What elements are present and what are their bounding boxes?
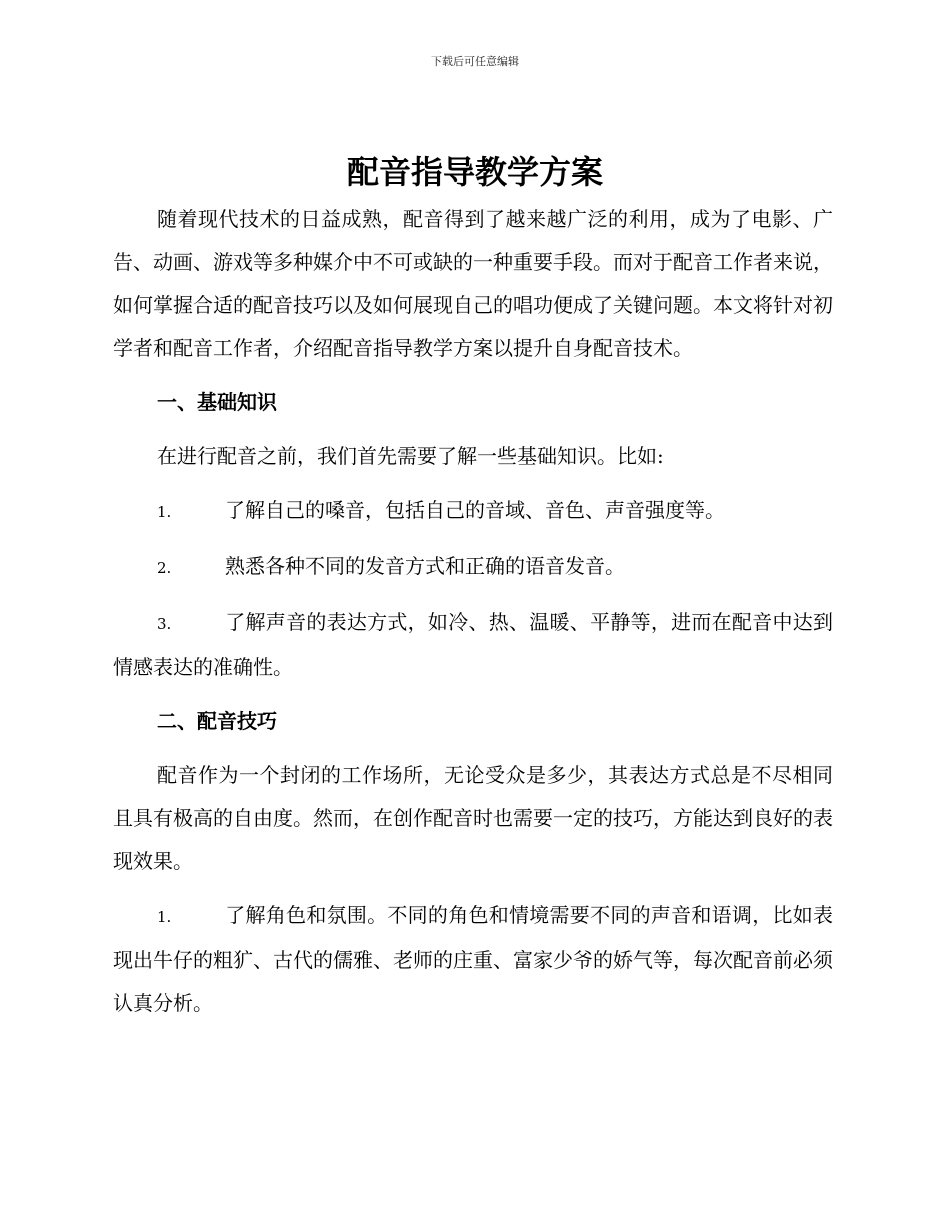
list-item-text: 了解角色和氛围。不同的角色和情境需要不同的声音和语调，比如表现出牛仔的粗犷、古代的儒雅、老师的庄重、富家少爷的娇气等，每次配音前必须认真分析。 [113, 903, 833, 1015]
document-body [113, 198, 833, 1025]
list-item-text: 了解自己的嗓音，包括自己的音域、音色、声音强度等。 [225, 498, 725, 522]
document-title: 配音指导教学方案 [346, 153, 603, 191]
list-item-text: 了解声音的表达方式，如冷、热、温暖、平静等，进而在配音中达到情感表达的准确性。 [113, 610, 833, 679]
list-item-text: 熟悉各种不同的发音方式和正确的语音发音。 [225, 554, 625, 578]
list-item [113, 894, 833, 1025]
section-heading-techniques: 二、配音技巧 [157, 709, 277, 733]
list-item-number: 1. [157, 908, 172, 926]
list-item [113, 601, 833, 689]
page-header: 下载后可任意编辑 [431, 55, 519, 68]
list-item [113, 489, 833, 534]
intro-paragraph: 随着现代技术的日益成熟，配音得到了越来越广泛的利用，成为了电影、广告、动画、游戏等多种媒介中不可或缺的一种重要手段。而对于配音工作者来说，如何掌握合适的配音技巧以及如何展现自己的唱功便成了关键问题。本文将针对初学者和配音工作者，介绍配音指导教学方案以提升自身配音技术。 [113, 207, 833, 360]
section-lead-techniques: 配音作为一个封闭的工作场所，无论受众是多少，其表达方式总是不尽相同且具有极高的自由度。然而，在创作配音时也需要一定的技巧，方能达到良好的表现效果。 [113, 763, 833, 873]
section-lead-basics: 在进行配音之前，我们首先需要了解一些基础知识。比如: [157, 444, 664, 468]
list-item-number: 1. [157, 503, 172, 521]
list-item-number: 2. [157, 559, 172, 577]
section-heading-basics: 一、基础知识 [157, 390, 277, 414]
list-item-number: 3. [157, 615, 172, 633]
list-item [113, 545, 833, 590]
